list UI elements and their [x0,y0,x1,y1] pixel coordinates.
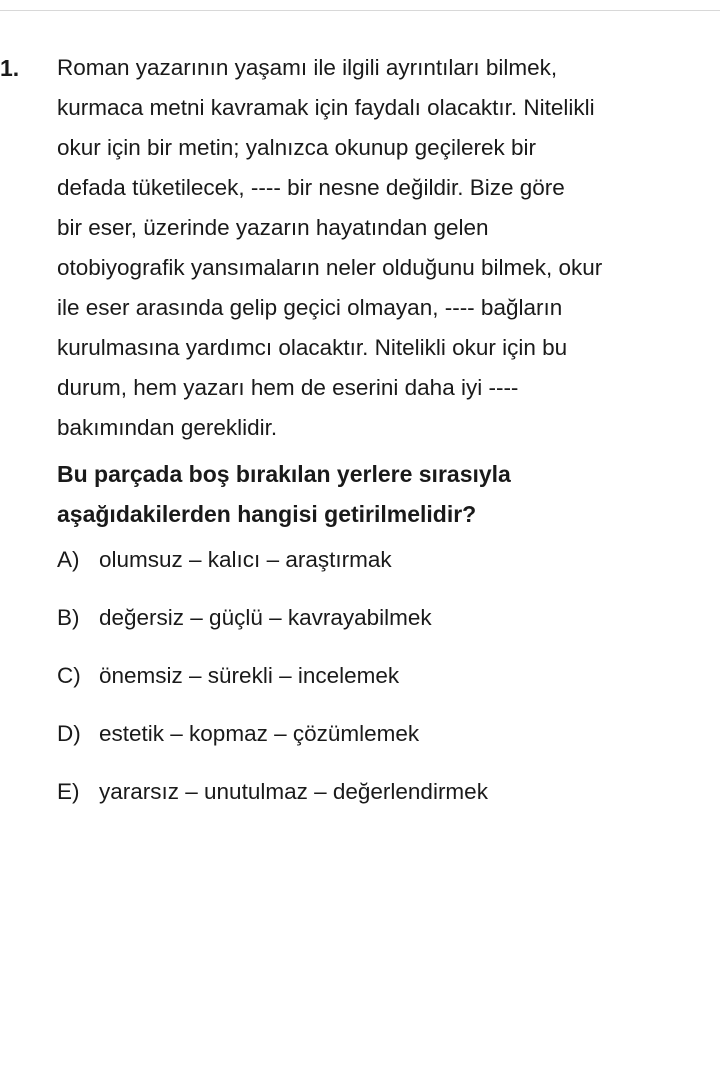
passage-line: kurmaca metni kavramak için faydalı olacaktır. Nitelikli [57,95,595,120]
answer-options [57,540,720,830]
option-letter: C) [57,663,81,688]
option-e[interactable] [57,772,720,830]
option-letter: A) [57,547,80,572]
option-text: değersiz – güçlü – kavrayabilmek [99,605,432,630]
passage-line: Roman yazarının yaşamı ile ilgili ayrıntıları bilmek, [57,55,558,80]
option-a[interactable] [57,540,720,598]
passage-line: otobiyografik yansımaların neler olduğunu bilmek, okur [57,255,603,280]
top-divider [0,10,720,11]
option-letter: D) [57,721,81,746]
passage-line: okur için bir metin; yalnızca okunup geçilerek bir [57,135,536,160]
option-b[interactable] [57,598,720,656]
passage-line: defada tüketilecek, ---- bir nesne değildir. Bize göre [57,175,565,200]
option-text: olumsuz – kalıcı – araştırmak [99,547,392,572]
option-letter: B) [57,605,80,630]
question-prompt [57,454,720,534]
passage-line: kurulmasına yardımcı olacaktır. Nitelikli okur için bu [57,335,568,360]
option-text: yararsız – unutulmaz – değerlendirmek [99,779,488,804]
question-number: 1. [0,55,20,81]
prompt-line: aşağıdakilerden hangisi getirilmelidir? [57,501,477,527]
question-passage [57,48,720,448]
option-letter: E) [57,779,80,804]
option-d[interactable] [57,714,720,772]
passage-line: bir eser, üzerinde yazarın hayatından gelen [57,215,489,240]
passage-line: bakımından gereklidir. [57,415,278,440]
option-text: estetik – kopmaz – çözümlemek [99,721,420,746]
option-text: önemsiz – sürekli – incelemek [99,663,400,688]
prompt-line: Bu parçada boş bırakılan yerlere sırasıyla [57,461,511,487]
option-c[interactable] [57,656,720,714]
passage-line: ile eser arasında gelip geçici olmayan, ---- bağların [57,295,563,320]
passage-line: durum, hem yazarı hem de eserini daha iyi ---- [57,375,519,400]
